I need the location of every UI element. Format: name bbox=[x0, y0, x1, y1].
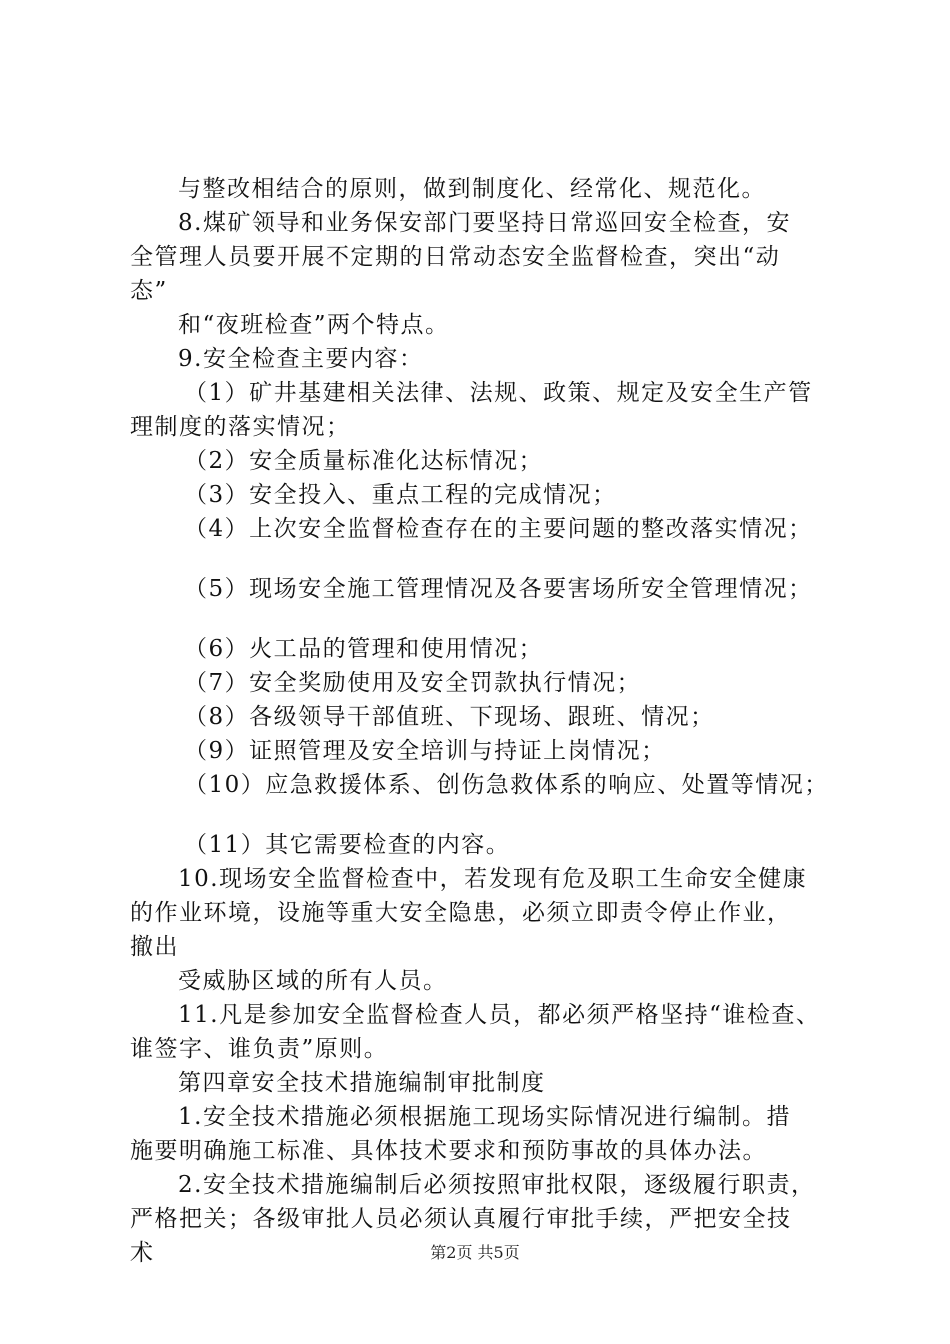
blank-space bbox=[130, 606, 840, 632]
text-line: 术 bbox=[130, 1240, 155, 1266]
blank-space bbox=[130, 546, 840, 572]
text-line: 施要明确施工标准、具体技术要求和预防事故的具体办法。 bbox=[130, 1138, 767, 1164]
text-line: 2.安全技术措施编制后必须按照审批权限，逐级履行职责， bbox=[178, 1172, 816, 1198]
text-line: 撤出 bbox=[130, 934, 179, 960]
text-line: 严格把关；各级审批人员必须认真履行审批手续，严把安全技 bbox=[130, 1206, 792, 1232]
chapter-heading: 第四章安全技术措施编制审批制度 bbox=[178, 1070, 546, 1096]
text-line: 10.现场安全监督检查中，若发现有危及职工生命安全健康 bbox=[178, 866, 808, 892]
text-line: 11.凡是参加安全监督检查人员，都必须严格坚持“谁检查、 bbox=[178, 1002, 821, 1028]
text-line: （5）现场安全施工管理情况及各要害场所安全管理情况； bbox=[184, 576, 813, 602]
text-line: 1.安全技术措施必须根据施工现场实际情况进行编制。措 bbox=[178, 1104, 791, 1130]
text-line: （1）矿井基建相关法律、法规、政策、规定及安全生产管 bbox=[184, 380, 813, 406]
text-line: （9）证照管理及安全培训与持证上岗情况； bbox=[184, 738, 666, 764]
text-line: 全管理人员要开展不定期的日常动态安全监督检查，突出“动 bbox=[130, 244, 781, 270]
text-line: 受威胁区域的所有人员。 bbox=[178, 968, 448, 994]
text-line: 理制度的落实情况； bbox=[130, 414, 351, 440]
text-line: 态” bbox=[130, 278, 168, 304]
text-line: （10）应急救援体系、创伤急救体系的响应、处置等情况； bbox=[184, 772, 829, 798]
document-body bbox=[130, 172, 840, 1270]
text-line: （6）火工品的管理和使用情况； bbox=[184, 636, 544, 662]
blank-space bbox=[130, 802, 840, 828]
text-line: （3）安全投入、重点工程的完成情况； bbox=[184, 482, 617, 508]
text-line: 8.煤矿领导和业务保安部门要坚持日常巡回安全检查，安 bbox=[178, 210, 791, 236]
text-line: （8）各级领导干部值班、下现场、跟班、情况； bbox=[184, 704, 715, 730]
text-line: （4）上次安全监督检查存在的主要问题的整改落实情况； bbox=[184, 516, 813, 542]
page-footer: 第2页 共5页 bbox=[430, 1243, 520, 1262]
text-line: 谁签字、谁负责”原则。 bbox=[130, 1036, 389, 1062]
text-line: （11）其它需要检查的内容。 bbox=[184, 832, 511, 858]
text-line: 与整改相结合的原则，做到制度化、经常化、规范化。 bbox=[178, 176, 766, 202]
text-line: 和“夜班检查”两个特点。 bbox=[178, 312, 450, 338]
text-line: （2）安全质量标准化达标情况； bbox=[184, 448, 544, 474]
text-line: 的作业环境，设施等重大安全隐患，必须立即责令停止作业， bbox=[130, 900, 792, 926]
text-line: 9.安全检查主要内容： bbox=[178, 346, 424, 372]
text-line: （7）安全奖励使用及安全罚款执行情况； bbox=[184, 670, 642, 696]
